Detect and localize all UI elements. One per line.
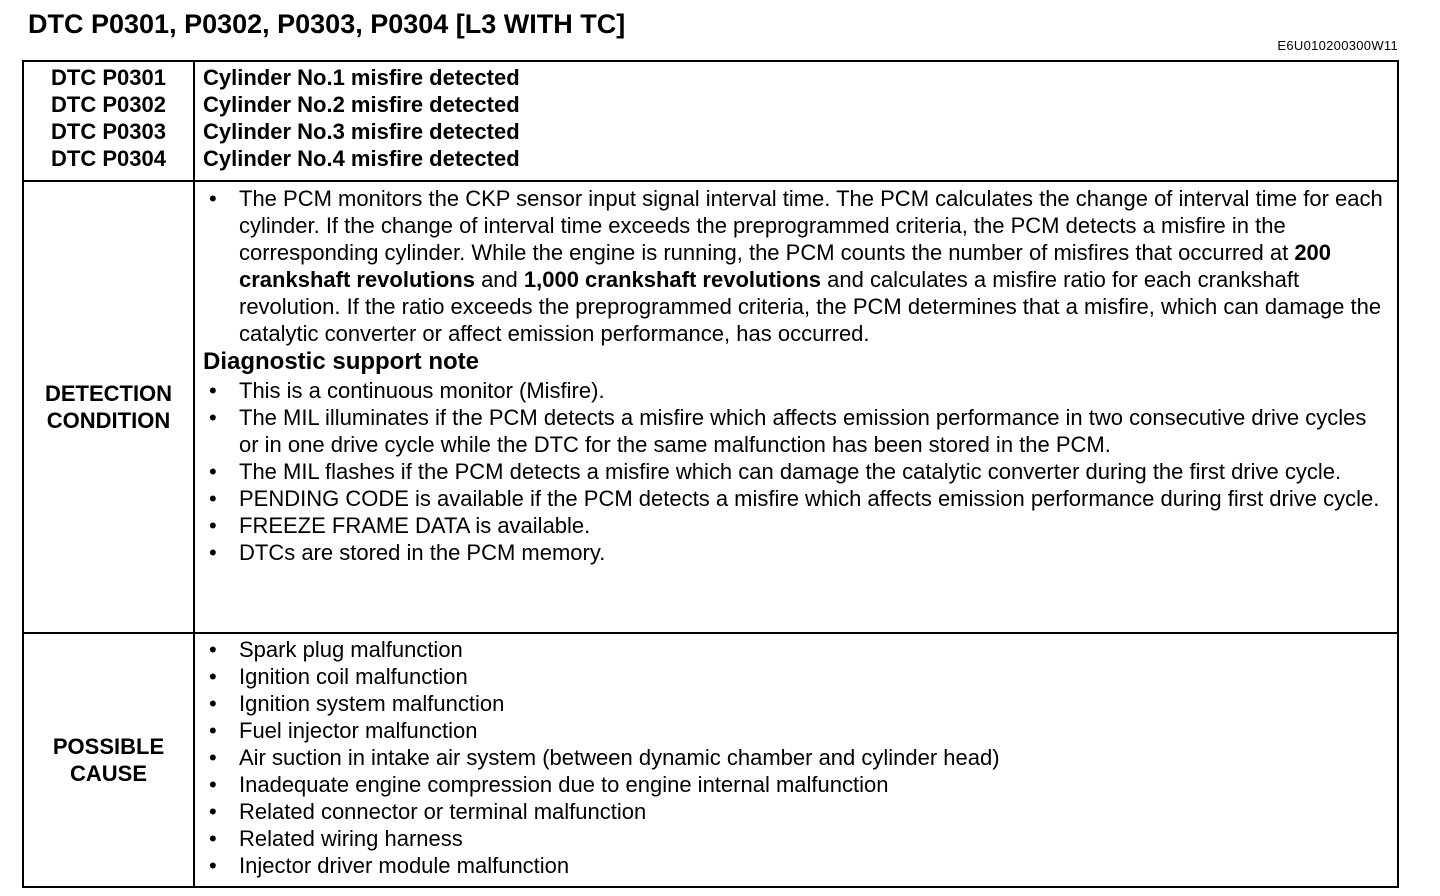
cause-item: • Air suction in intake air system (between dynamic chamber and cylinder head) xyxy=(203,744,1389,771)
document-code: E6U010200300W11 xyxy=(1277,38,1398,53)
cause-item: • Ignition coil malfunction xyxy=(203,663,1389,690)
possible-cause-content xyxy=(194,633,1398,887)
detection-text: and calculates a misfire ratio for each crankshaft revolution. If the ratio exceeds the preprogrammed criteria, the PCM determines that a misfire, which can damage the catalytic converter or affect emission performance, has occurred. xyxy=(239,267,1382,346)
support-note: • DTCs are stored in the PCM memory. xyxy=(203,539,1389,566)
cause-item: • Spark plug malfunction xyxy=(203,636,1389,663)
support-note: • PENDING CODE is available if the PCM detects a misfire which affects emission performance during first drive cycle. xyxy=(203,485,1389,512)
support-note: • The MIL illuminates if the PCM detects a misfire which affects emission performance in two consecutive drive cycles or in one drive cycle while the DTC for the same malfunction has been stored in the PCM. xyxy=(203,404,1389,458)
support-note: • FREEZE FRAME DATA is available. xyxy=(203,512,1389,539)
cause-item: • Inadequate engine compression due to engine internal malfunction xyxy=(203,771,1389,798)
dtc-code: DTC P0301 xyxy=(51,65,166,90)
cause-item: • Related connector or terminal malfunction xyxy=(203,798,1389,825)
support-note: • The MIL flashes if the PCM detects a misfire which can damage the catalytic converter during the first drive cycle. xyxy=(203,458,1389,485)
label-line: CAUSE xyxy=(69,761,147,786)
dtc-table xyxy=(22,60,1399,888)
detection-bold-text: 1,000 crankshaft revolutions xyxy=(523,267,822,292)
dtc-description: Cylinder No.2 misfire detected xyxy=(203,92,520,117)
possible-cause-row xyxy=(23,633,1398,887)
page-title: DTC P0301, P0302, P0303, P0304 [L3 WITH TC] xyxy=(28,9,626,39)
detection-text: and xyxy=(474,267,524,292)
cause-item: • Related wiring harness xyxy=(203,825,1389,852)
dtc-description: Cylinder No.3 misfire detected xyxy=(203,119,520,144)
dtc-code: DTC P0303 xyxy=(51,119,166,144)
possible-cause-list xyxy=(203,636,1389,879)
dtc-description: Cylinder No.4 misfire detected xyxy=(203,146,520,171)
dtc-description: Cylinder No.1 misfire detected xyxy=(203,65,520,90)
detection-text: The PCM monitors the CKP sensor input signal interval time. The PCM calculates the change of interval time for each cylinder. If the change of interval time exceeds the preprogrammed criteria, the PCM detects a misfire in the corresponding cylinder. While the engine is running, the PCM counts the number of misfires that occurred at xyxy=(239,186,1383,265)
dtc-codes-row xyxy=(23,61,1398,181)
cause-item: • Ignition system malfunction xyxy=(203,690,1389,717)
detection-condition-content xyxy=(194,181,1398,633)
label-line: CONDITION xyxy=(46,408,171,433)
support-note: • This is a continuous monitor (Misfire). xyxy=(203,377,1389,404)
cause-item: • Injector driver module malfunction xyxy=(203,852,1389,879)
detection-condition-label xyxy=(23,181,194,633)
dtc-code: DTC P0302 xyxy=(51,92,166,117)
detection-bold-text: 200 crankshaft revolutions xyxy=(239,240,1332,292)
detection-main-list xyxy=(203,185,1389,347)
detection-condition-row xyxy=(23,181,1398,633)
label-line: DETECTION xyxy=(44,381,173,406)
support-notes-list xyxy=(203,377,1389,566)
dtc-descriptions-cell xyxy=(194,61,1398,181)
dtc-code: DTC P0304 xyxy=(51,146,166,171)
label-line: POSSIBLE xyxy=(52,734,165,759)
detection-main-item xyxy=(203,185,1389,347)
diagnostic-support-heading: Diagnostic support note xyxy=(203,348,479,375)
cause-item: • Fuel injector malfunction xyxy=(203,717,1389,744)
dtc-codes-cell xyxy=(23,61,194,181)
possible-cause-label xyxy=(23,633,194,887)
